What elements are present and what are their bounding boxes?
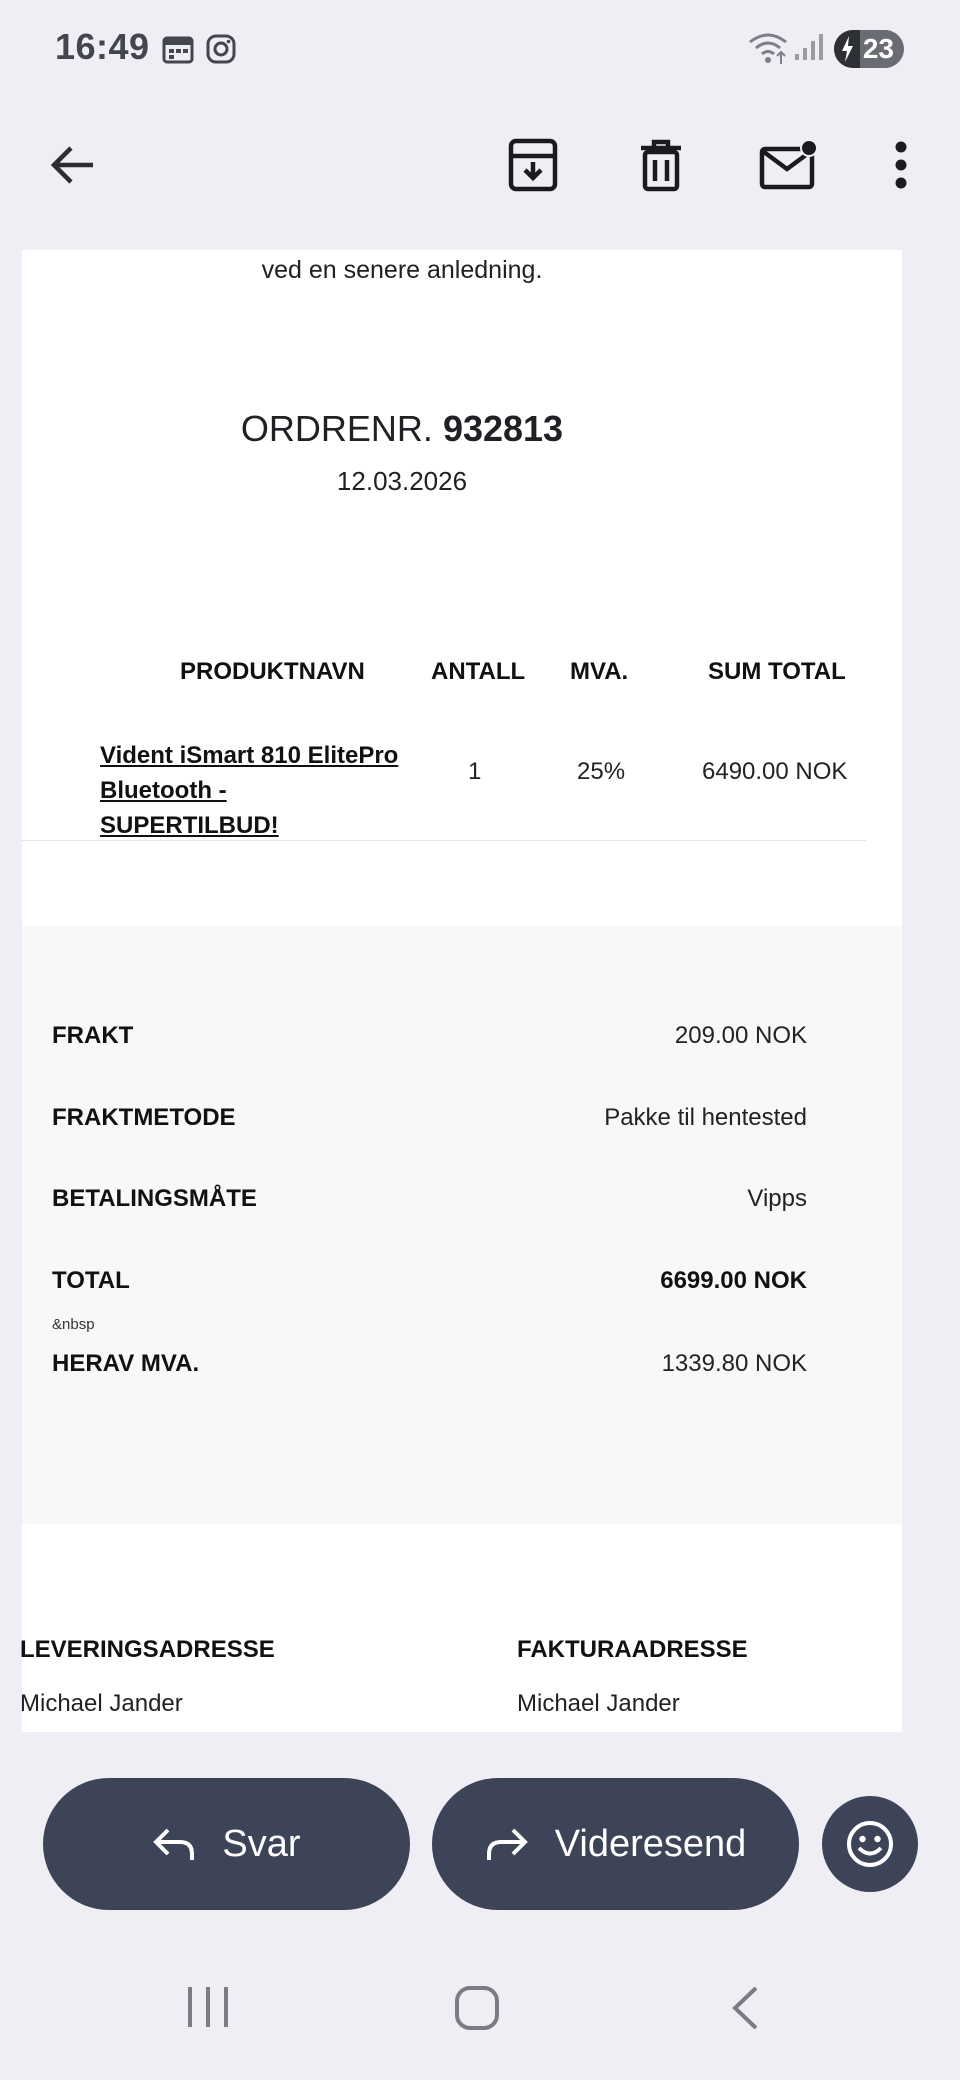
product-quantity: 1: [468, 758, 482, 785]
status-time: 16:49: [55, 26, 150, 67]
header-product: PRODUKTNAVN: [180, 658, 365, 685]
product-name-line1: Vident iSmart 810 ElitePro: [100, 742, 399, 769]
frakt-value: 209.00 NOK: [674, 1022, 807, 1049]
invoice-name: Michael Jander: [517, 1690, 680, 1717]
calendar-icon: [162, 34, 194, 69]
shipping-method-value: Pakke til hentested: [604, 1104, 807, 1131]
forward-arrow-icon: [485, 1826, 529, 1862]
payment-method-label: BETALINGSMÅTE: [52, 1185, 257, 1212]
more-vert-icon[interactable]: [861, 125, 941, 205]
instagram-icon: [206, 34, 236, 69]
payment-method-value: Vipps: [747, 1185, 807, 1212]
total-label: TOTAL: [52, 1267, 130, 1294]
smiley-icon: [845, 1819, 895, 1869]
frakt-label: FRAKT: [52, 1022, 134, 1049]
recents-nav-icon[interactable]: [186, 1985, 230, 2034]
forward-label: Videresend: [554, 1822, 747, 1865]
header-quantity: ANTALL: [431, 658, 526, 685]
reply-label: Svar: [222, 1822, 301, 1865]
header-sum-total: SUM TOTAL: [708, 658, 846, 685]
shipping-method-label: FRAKTMETODE: [52, 1104, 236, 1131]
product-vat: 25%: [577, 758, 626, 785]
reply-arrow-icon: [152, 1826, 196, 1862]
intro-fragment: ved en senere anledning.: [261, 256, 543, 284]
reply-button[interactable]: [43, 1778, 410, 1910]
header-vat: MVA.: [570, 658, 629, 685]
forward-button[interactable]: [432, 1778, 799, 1910]
signal-icon: [794, 32, 824, 67]
email-body[interactable]: [0, 250, 960, 1732]
product-name-line2: Bluetooth - SUPERTILBUD!: [100, 777, 279, 839]
battery-icon: [834, 30, 904, 68]
vat-included-value: 1339.80 NOK: [661, 1350, 807, 1377]
table-divider: [22, 840, 866, 841]
wifi-icon: [748, 30, 788, 71]
home-nav-icon[interactable]: [454, 1985, 500, 2036]
order-number: 932813: [442, 408, 564, 449]
stray-nbsp-text: &nbsp: [52, 1316, 95, 1333]
delivery-name: Michael Jander: [20, 1690, 183, 1717]
order-number-heading: [22, 408, 782, 450]
total-value: 6699.00 NOK: [660, 1267, 807, 1294]
emoji-reaction-button[interactable]: [822, 1796, 918, 1892]
product-sum: 6490.00 NOK: [702, 758, 848, 785]
battery-level: 23: [862, 33, 894, 64]
archive-icon[interactable]: [493, 125, 573, 205]
status-bar: [0, 0, 960, 100]
invoice-address-label: FAKTURAADRESSE: [517, 1636, 748, 1663]
email-toolbar: [0, 100, 960, 250]
vat-included-label: HERAV MVA.: [52, 1350, 200, 1377]
back-arrow-icon[interactable]: [33, 125, 113, 205]
trash-icon[interactable]: [621, 125, 701, 205]
delivery-address-label: LEVERINGSADRESSE: [20, 1636, 275, 1663]
charging-bolt-icon: [834, 30, 860, 68]
back-nav-icon[interactable]: [730, 1985, 760, 2036]
product-link[interactable]: [100, 738, 400, 843]
mark-unread-icon[interactable]: [749, 125, 829, 205]
order-prefix: ORDRENR.: [240, 408, 433, 449]
order-date: 12.03.2026: [336, 466, 468, 496]
